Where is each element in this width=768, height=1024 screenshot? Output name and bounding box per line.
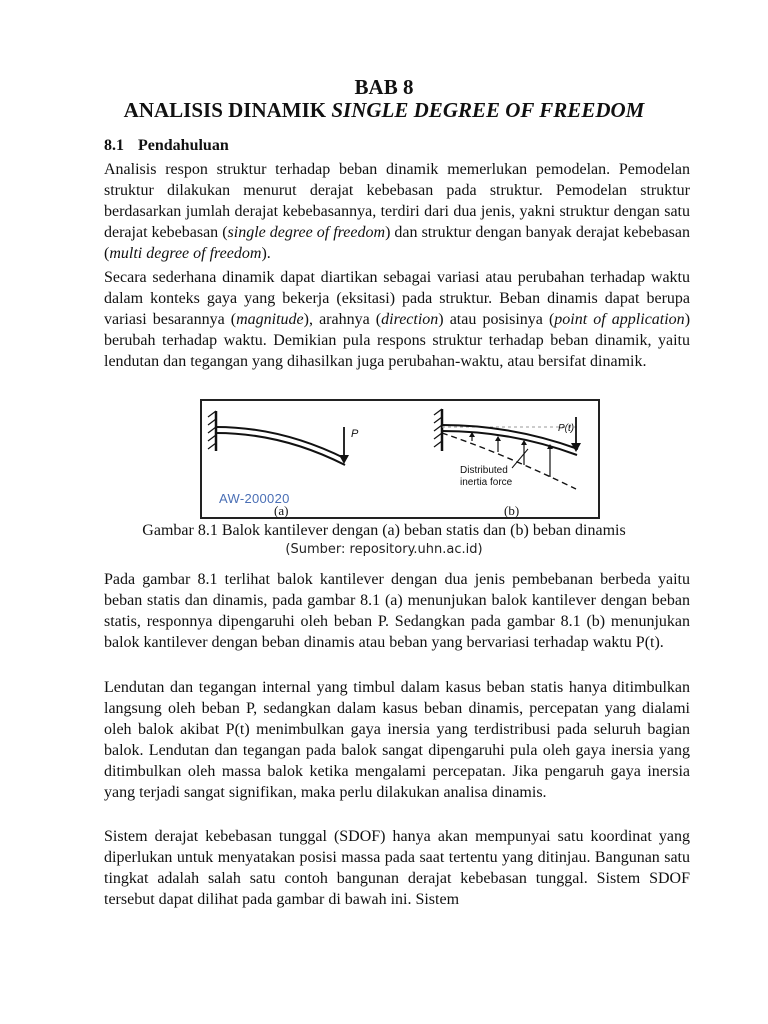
paragraph-5: Sistem derajat kebebasan tunggal (SDOF) hanya akan mempunyai satu koordinat yang diperlukan untuk menyatakan posisi massa pada saat tertentu yang ditinjau. Bangunan satu tingkat adalah salah satu contoh bangunan derajat kebebasan tunggal. Sistem SDOF tersebut dapat dilihat pada gambar di bawah ini. Sistem	[104, 828, 690, 908]
section-number: 8.1	[104, 137, 124, 154]
label-p: P	[351, 428, 359, 440]
p2-text-d: ) berubah terhadap waktu. Demikian pula respons struktur terhadap beban dinamik, yaitu lendutan dan tegangan yang dihasilkan juga perubahan-waktu, atau bersifat dinamik.	[104, 311, 691, 370]
label-pt: P(t)	[558, 423, 575, 434]
beam-a-top	[216, 427, 346, 459]
beam-b-bottom	[442, 431, 577, 455]
subfigure-label-b: (b)	[504, 503, 520, 518]
paragraph-2	[104, 267, 690, 372]
leader-line	[512, 449, 528, 468]
p1-text-a: Analisis respon struktur terhadap beban dinamik memerlukan pemodelan. Pemodelan struktur dilakukan menurut derajat kebebasan pada struktur. Pemodelan struktur berdasarkan jumlah derajat kebebasannya, terdiri dari dua jenis, yakni struktur dengan satu derajat kebebasan (	[104, 161, 690, 241]
p1-text-c: ).	[261, 245, 271, 262]
inertia-arrowheads	[469, 432, 553, 449]
paragraph-4: Lendutan dan tegangan internal yang timbul dalam kasus beban statis hanya ditimbulkan langsung oleh beban P, sedangkan dalam kasus beban dinamis, percepatan yang dialami oleh balok akibat P(t) menimbulkan gaya inersia yang terdistribusi pada seluruh bagian balok. Lendutan dan tegangan pada balok sangat dipengaruhi pula oleh gaya inersia yang ditimbulkan oleh massa balok ketika mengalami percepatan. Jika pengaruh gaya inersia yang terjadi sangat signifikan, maka perlu dilakukan analisa dinamis.	[104, 679, 690, 801]
paragraph-1	[104, 159, 690, 264]
p2-text-b: ), arahnya (	[303, 311, 382, 328]
section-title: Pendahuluan	[138, 137, 229, 154]
p1-text-b: ) dan struktur dengan banyak derajat kebebasan (	[104, 224, 691, 262]
paragraph-3: Pada gambar 8.1 terlihat balok kantilever dengan dua jenis pembebanan berbeda yaitu beban statis dan dinamis, pada gambar 8.1 (a) menunjukan balok kantilever dengan beban statis, responnya dipengaruhi oleh beban P. Sedangkan pada gambar 8.1 (b) menunjukan balok kantilever dengan beban dinamis atau beban yang bervariasi terhadap waktu P(t).	[104, 571, 690, 651]
p2-text-a: Secara sederhana dinamik dapat diartikan sebagai variasi atau perubahan terhadap waktu dalam konteks gaya yang bekerja (eksitasi) pada struktur. Beban dinamis dapat berupa variasi besarannya (	[104, 269, 690, 328]
p2-italic-b: direction	[381, 311, 439, 328]
figure-cantilever-beams	[200, 399, 600, 519]
p1-italic-b: multi degree of freedom	[109, 245, 262, 262]
p2-text-c: ) atau posisinya (	[438, 311, 555, 328]
chapter-number: BAB 8	[354, 75, 414, 99]
chapter-title-italic: SINGLE DEGREE OF FREEDOM	[331, 98, 645, 122]
subfigure-label-a: (a)	[274, 503, 289, 518]
section-heading	[104, 136, 229, 156]
figure-source: (Sumber: repository.uhn.ac.id)	[285, 542, 483, 557]
watermark-text: AW-200020	[219, 491, 290, 506]
p2-italic-c: point of application	[554, 311, 685, 328]
label-distributed-1: Distributed	[460, 465, 508, 476]
chapter-title-prefix: ANALISIS DINAMIK	[123, 98, 332, 122]
chapter-title	[0, 97, 768, 123]
beam-b-group	[434, 409, 581, 489]
figure-caption: Gambar 8.1 Balok kantilever dengan (a) beban statis dan (b) beban dinamis	[142, 522, 626, 539]
p1-italic-a: single degree of freedom	[227, 224, 386, 241]
beam-a-group	[208, 411, 359, 465]
label-distributed-2: inertia force	[460, 477, 513, 488]
p2-italic-a: magnitude	[236, 311, 304, 328]
